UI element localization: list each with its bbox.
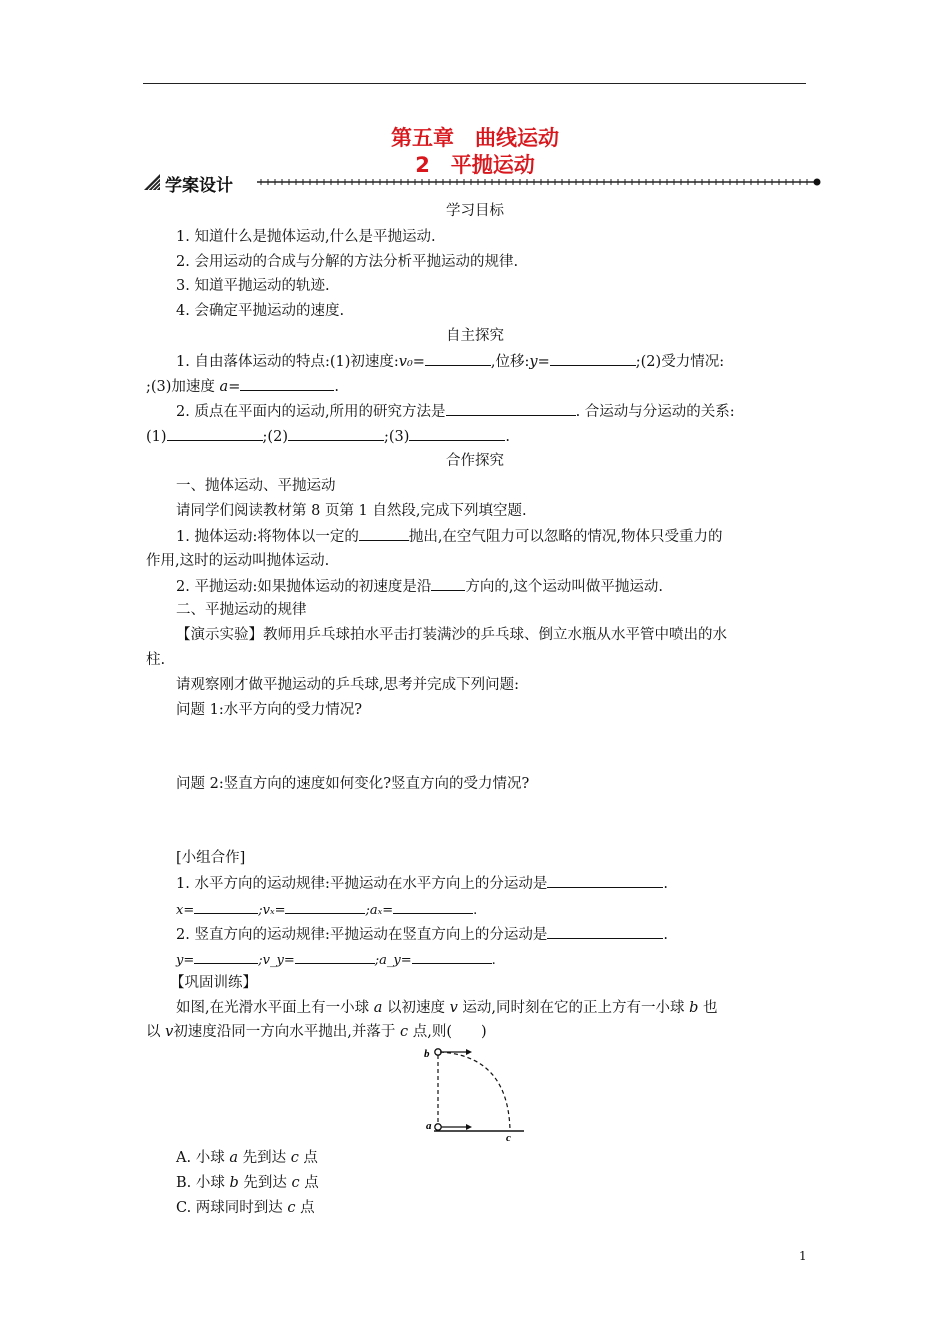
text: A. 小球 [176, 1150, 230, 1166]
variable: x= [176, 903, 195, 918]
answer-blank[interactable] [393, 899, 473, 914]
option-b[interactable] [176, 1173, 319, 1193]
exercise-stem [176, 998, 718, 1018]
variable: v [449, 1000, 458, 1016]
header-rule [143, 83, 806, 84]
text: 2. 平抛运动:如果抛体运动的初速度是沿 [176, 579, 432, 595]
text: 运动,同时刻在它的正上方有一小球 [462, 1000, 685, 1016]
answer-blank[interactable] [425, 351, 491, 366]
answer-blank[interactable] [285, 899, 365, 914]
variable: ;aₓ= [365, 903, 394, 918]
variable: b [229, 1175, 239, 1191]
trajectory-curve [440, 1052, 510, 1130]
text: 以初速度 [386, 1000, 445, 1016]
vertical-rule-question [176, 924, 668, 945]
text: 方向的,这个运动叫做平抛运动. [465, 579, 664, 595]
text: (1) [146, 429, 167, 445]
text: 2. 竖直方向的运动规律:平抛运动在竖直方向上的分运动是 [176, 927, 548, 943]
demo-experiment: 【演示实验】教师用乒乓球拍水平击打装满沙的乒乓球、倒立水瓶从水平管中喷出的水 [176, 627, 727, 643]
text: ;(2) [262, 429, 288, 445]
text: B. 小球 [176, 1175, 230, 1191]
text: 也 [703, 1000, 718, 1016]
question-2: 问题 2:竖直方向的速度如何变化?竖直方向的受力情况? [176, 776, 530, 792]
variable: ;a_y= [374, 953, 412, 968]
text: 以 [146, 1024, 161, 1040]
text: . [491, 953, 496, 968]
variable: ;vₓ= [258, 903, 286, 918]
section-title: 2 平抛运动 [415, 153, 535, 177]
arrow-head-a [466, 1124, 472, 1130]
text: ;(3) [383, 429, 410, 445]
exercise-heading: 【巩固训练】 [170, 975, 257, 991]
part1-question-1-cont: 作用,这时的运动叫抛体运动. [146, 553, 330, 569]
variable: y= [529, 354, 550, 370]
variable: c [290, 1150, 299, 1166]
chapter-title: 第五章 曲线运动 [391, 126, 559, 150]
variable: v [165, 1024, 174, 1040]
variable: a [229, 1150, 238, 1166]
variable: v₀= [398, 354, 425, 370]
part1-title: 一、抛体运动、平抛运动 [176, 478, 336, 494]
variable: c [400, 1024, 409, 1040]
arrow-head-b [466, 1049, 472, 1055]
option-c[interactable] [176, 1198, 315, 1218]
text: 初速度沿同一方向水平抛出,并落于 [173, 1024, 396, 1040]
text: 点,则( ) [412, 1024, 487, 1040]
self-study-question-2-cont [146, 426, 510, 447]
text: 点 [300, 1200, 315, 1216]
label-a: a [426, 1120, 432, 1132]
text: ,位移: [490, 354, 530, 370]
section-triangle-icon [143, 173, 161, 191]
variable: y= [176, 953, 195, 968]
self-study-question-2 [176, 401, 735, 422]
self-study-heading: 自主探究 [446, 328, 504, 344]
ball-a [435, 1124, 441, 1130]
answer-blank[interactable] [446, 401, 576, 416]
objective-item-4: 4. 会确定平抛运动的速度. [176, 303, 345, 319]
text: . [663, 876, 668, 892]
answer-blank[interactable] [431, 576, 465, 591]
text: 抛出,在空气阻力可以忽略的情况,物体只受重力的 [408, 529, 723, 545]
text: 如图,在光滑水平面上有一小球 [176, 1000, 370, 1016]
variable: a= [219, 379, 241, 395]
text: ;(3)加速度 [146, 379, 220, 395]
text: ;(2)受力情况: [635, 354, 725, 370]
answer-blank[interactable] [167, 426, 263, 441]
answer-blank[interactable] [547, 924, 663, 939]
text: . [473, 903, 478, 918]
answer-blank[interactable] [409, 426, 505, 441]
answer-blank[interactable] [412, 949, 492, 964]
text: . [334, 379, 339, 395]
objective-item-3: 3. 知道平抛运动的轨迹. [176, 278, 330, 294]
text: 先到达 [242, 1150, 291, 1166]
text: . 合运动与分运动的关系: [575, 404, 735, 420]
text: 点 [303, 1150, 318, 1166]
variable: a [373, 1000, 383, 1016]
part1-question-1 [176, 526, 723, 547]
text: 先到达 [243, 1175, 292, 1191]
projectile-diagram [418, 1042, 526, 1142]
vertical-formulas [176, 949, 496, 971]
text: 2. 质点在平面内的运动,所用的研究方法是 [176, 404, 446, 420]
objective-item-1: 1. 知道什么是抛体运动,什么是平抛运动. [176, 229, 436, 245]
answer-blank[interactable] [194, 949, 258, 964]
group-heading: [小组合作] [176, 850, 246, 866]
answer-blank[interactable] [550, 351, 636, 366]
answer-blank[interactable] [547, 873, 663, 888]
question-1: 问题 1:水平方向的受力情况? [176, 702, 362, 718]
option-a[interactable] [176, 1148, 318, 1168]
part2-title: 二、平抛运动的规律 [176, 602, 307, 618]
page-number: 1 [799, 1249, 807, 1263]
cooperation-heading: 合作探究 [446, 453, 504, 469]
answer-blank[interactable] [288, 426, 384, 441]
self-study-question-1-cont [146, 376, 339, 397]
variable: b [689, 1000, 699, 1016]
label-b: b [424, 1048, 430, 1060]
variable: c [287, 1200, 296, 1216]
answer-blank[interactable] [240, 376, 334, 391]
self-study-question-1 [176, 351, 724, 372]
answer-blank[interactable] [295, 949, 375, 964]
text: 1. 抛体运动:将物体以一定的 [176, 529, 359, 545]
part1-intro: 请同学们阅读教材第 8 页第 1 自然段,完成下列填空题. [176, 503, 527, 519]
demo-experiment-cont: 柱. [146, 652, 166, 668]
variable: ;v_y= [258, 953, 295, 968]
text: . [505, 429, 511, 445]
section-divider [257, 176, 822, 188]
answer-blank[interactable] [194, 899, 258, 914]
section-label: 学案设计 [165, 176, 233, 196]
exercise-stem-cont [146, 1022, 487, 1042]
variable: c [291, 1175, 300, 1191]
observe-instruction: 请观察刚才做平抛运动的乒乓球,思考并完成下列问题: [176, 677, 519, 693]
text: 点 [304, 1175, 319, 1191]
text: 1. 自由落体运动的特点:(1)初速度: [176, 354, 399, 370]
text: C. 两球同时到达 [176, 1200, 288, 1216]
text: 1. 水平方向的运动规律:平抛运动在水平方向上的分运动是 [176, 876, 548, 892]
objectives-heading: 学习目标 [446, 203, 504, 219]
horizontal-rule-question [176, 873, 668, 894]
text: . [663, 927, 668, 943]
label-c: c [506, 1132, 511, 1142]
horizontal-formulas [176, 899, 477, 921]
part1-question-2 [176, 576, 663, 597]
answer-blank[interactable] [359, 526, 409, 541]
objective-item-2: 2. 会用运动的合成与分解的方法分析平抛运动的规律. [176, 254, 519, 270]
